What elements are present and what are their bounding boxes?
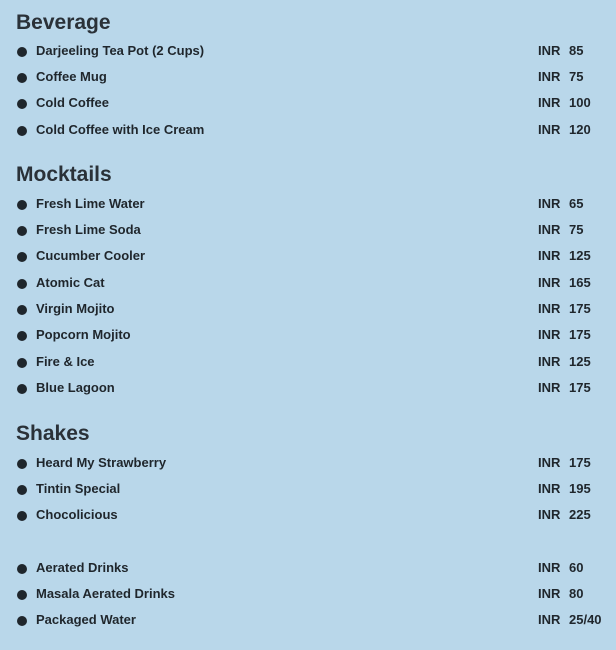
item-price: 125 xyxy=(569,354,591,369)
bullet-icon xyxy=(17,73,27,83)
item-currency: INR xyxy=(538,122,561,137)
item-name: Darjeeling Tea Pot (2 Cups) xyxy=(36,43,205,58)
menu-item xyxy=(0,378,616,398)
item-price: 65 xyxy=(569,196,584,211)
menu-item xyxy=(0,246,616,266)
item-price: 120 xyxy=(569,122,591,137)
menu-item xyxy=(0,299,616,319)
bullet-icon xyxy=(17,616,27,626)
bullet-icon xyxy=(17,305,27,315)
item-name: Cold Coffee xyxy=(36,95,109,110)
menu-item xyxy=(0,479,616,499)
section-title-beverage: Beverage xyxy=(16,11,111,34)
bullet-icon xyxy=(17,279,27,289)
item-name: Aerated Drinks xyxy=(36,560,129,575)
item-currency: INR xyxy=(538,196,561,211)
bullet-icon xyxy=(17,485,27,495)
item-currency: INR xyxy=(538,560,561,575)
item-price: 75 xyxy=(569,222,584,237)
item-price: 25/40 xyxy=(569,612,602,627)
item-name: Packaged Water xyxy=(36,612,136,627)
item-currency: INR xyxy=(538,327,561,342)
item-name: Cold Coffee with Ice Cream xyxy=(36,122,205,137)
item-currency: INR xyxy=(538,275,561,290)
item-price: 165 xyxy=(569,275,591,290)
menu-item xyxy=(0,93,616,113)
bullet-icon xyxy=(17,252,27,262)
item-name: Blue Lagoon xyxy=(36,380,115,395)
item-currency: INR xyxy=(538,95,561,110)
item-name: Virgin Mojito xyxy=(36,301,115,316)
item-price: 175 xyxy=(569,301,591,316)
menu-item xyxy=(0,325,616,345)
menu-item xyxy=(0,584,616,604)
item-name: Atomic Cat xyxy=(36,275,105,290)
item-name: Fire & Ice xyxy=(36,354,95,369)
bullet-icon xyxy=(17,590,27,600)
item-currency: INR xyxy=(538,222,561,237)
item-name: Heard My Strawberry xyxy=(36,455,167,470)
item-name: Popcorn Mojito xyxy=(36,327,131,342)
bullet-icon xyxy=(17,511,27,521)
bullet-icon xyxy=(17,126,27,136)
bullet-icon xyxy=(17,358,27,368)
item-name: Fresh Lime Water xyxy=(36,196,145,211)
item-name: Masala Aerated Drinks xyxy=(36,586,175,601)
item-price: 125 xyxy=(569,248,591,263)
item-name: Coffee Mug xyxy=(36,69,107,84)
section-title-shakes: Shakes xyxy=(16,422,90,445)
menu-item xyxy=(0,352,616,372)
menu-item xyxy=(0,41,616,61)
item-currency: INR xyxy=(538,354,561,369)
bullet-icon xyxy=(17,99,27,109)
item-currency: INR xyxy=(538,586,561,601)
item-price: 60 xyxy=(569,560,584,575)
item-price: 175 xyxy=(569,380,591,395)
section-title-mocktails: Mocktails xyxy=(16,163,112,186)
bullet-icon xyxy=(17,564,27,574)
item-name: Tintin Special xyxy=(36,481,121,496)
menu-item xyxy=(0,610,616,630)
menu-item xyxy=(0,120,616,140)
item-currency: INR xyxy=(538,612,561,627)
item-price: 100 xyxy=(569,95,591,110)
item-currency: INR xyxy=(538,301,561,316)
item-price: 80 xyxy=(569,586,584,601)
menu-item xyxy=(0,194,616,214)
item-price: 175 xyxy=(569,455,591,470)
item-price: 85 xyxy=(569,43,584,58)
item-name: Cucumber Cooler xyxy=(36,248,146,263)
item-price: 75 xyxy=(569,69,584,84)
item-name: Chocolicious xyxy=(36,507,118,522)
item-currency: INR xyxy=(538,69,561,84)
menu-item xyxy=(0,220,616,240)
item-name: Fresh Lime Soda xyxy=(36,222,141,237)
bullet-icon xyxy=(17,459,27,469)
item-currency: INR xyxy=(538,481,561,496)
item-currency: INR xyxy=(538,507,561,522)
menu-item xyxy=(0,505,616,525)
item-price: 175 xyxy=(569,327,591,342)
item-currency: INR xyxy=(538,380,561,395)
bullet-icon xyxy=(17,331,27,341)
item-currency: INR xyxy=(538,43,561,58)
item-price: 225 xyxy=(569,507,591,522)
bullet-icon xyxy=(17,200,27,210)
menu-item xyxy=(0,273,616,293)
item-price: 195 xyxy=(569,481,591,496)
menu-item xyxy=(0,558,616,578)
menu-item xyxy=(0,67,616,87)
item-currency: INR xyxy=(538,248,561,263)
bullet-icon xyxy=(17,384,27,394)
bullet-icon xyxy=(17,47,27,57)
item-currency: INR xyxy=(538,455,561,470)
menu-item xyxy=(0,453,616,473)
bullet-icon xyxy=(17,226,27,236)
